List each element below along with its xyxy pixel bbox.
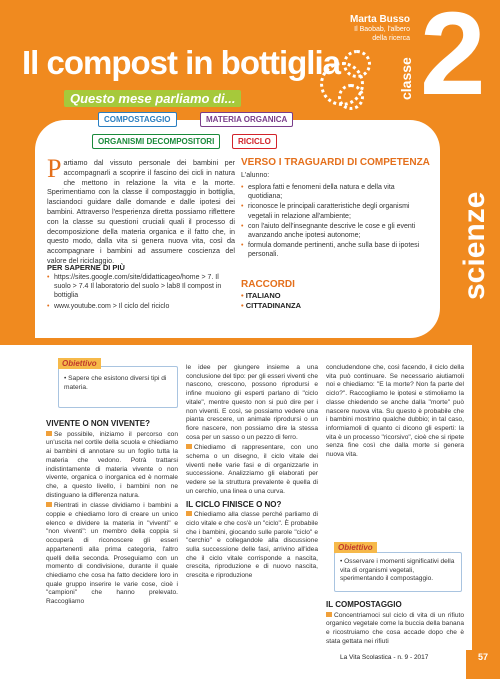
column-3	[326, 364, 464, 462]
paragraph: Chiediamo alla classe perché parliamo di ciclo vitale e che cos'è un "ciclo". È probabile che i bambini, giocando sulle parole "ciclo" e "cerchio" e collegandole alla discussione sulla successione delle fasi, arrivino all'idea che il ciclo vitale corrisponde a nascita, crescita, riproduzione e di nuovo nascita, crescita e riproduzione	[186, 511, 318, 580]
section-heading: VIVENTE O NON VIVENTE?	[46, 419, 151, 428]
objective-label: Obiettivo	[58, 358, 101, 369]
topics-heading: Questo mese parliamo di...	[64, 90, 241, 107]
alunno-label: L'alunno:	[241, 172, 270, 179]
link-item[interactable]: • https://sites.google.com/site/didatticageo/home > 7. Il suolo > 7.4 Il laboratorio del suolo > lab8 Il compost in bottiglia	[47, 273, 237, 301]
column-3-bottom	[326, 597, 464, 649]
paragraph: Concentriamoci sul ciclo di vita di un rifiuto organico vegetale come la buccia della banana e ricostruiamo che cosa accade dopo che è stata gettata nei rifiuti	[326, 611, 464, 645]
subject-label: scienze	[458, 191, 491, 300]
raccordi-list	[241, 291, 301, 311]
author-credit	[320, 14, 410, 43]
tag-compostaggio: COMPOSTAGGIO	[98, 112, 177, 127]
page-title: Il compost in bottiglia	[22, 44, 340, 81]
list-item: • ITALIANO	[241, 291, 301, 301]
column-2	[186, 364, 318, 583]
gear-icon	[338, 84, 364, 110]
list-item: • riconosce le principali caratteristiche degli organismi vegetali in relazione all'ambiente;	[241, 202, 426, 220]
author-name: Marta Busso	[349, 14, 410, 25]
paragraph: Chiediamo di rappresentare, con uno schema o un disegno, il ciclo vitale dei viventi nelle varie fasi e di organizzarle in successione. Analizziamo gli elaborati per vedere se la struttura prevalente è quella di un cerchio, una linea o una curva.	[186, 444, 318, 495]
side-stripe	[472, 345, 500, 650]
list-item: • con l'aiuto dell'insegnante descrive le cose e gli eventi avanzando anche ipotesi autonome;	[241, 222, 426, 240]
tag-materia-organica: MATERIA ORGANICA	[200, 112, 293, 127]
traguardi-list	[241, 183, 426, 261]
links-list	[47, 273, 237, 312]
objective-text-value: Sapere che esistono diversi tipi di materia.	[64, 375, 167, 391]
grade-number: 2	[420, 0, 486, 120]
intro-paragraph	[47, 154, 235, 266]
link-item[interactable]: • www.youtube.com > Il ciclo del riciclo	[47, 302, 237, 311]
column-1	[46, 416, 178, 609]
section-heading: IL CICLO FINISCE O NO?	[186, 499, 282, 509]
page-number: 57	[466, 650, 500, 679]
paragraph: Se possibile, iniziamo il percorso con un'uscita nel cortile della scuola e chiediamo ai bambini di annotare su un foglio tutta la materia che vedono. Potrà trattarsi indistintamente di materia vivente o non vivente, organica o inorganica ed è normale che, a questo livello, i bambini non ne distinguano la differenza natura.	[46, 430, 178, 499]
grade-label: classe	[398, 57, 414, 100]
intro-text: artiamo dal vissuto personale dei bambini per accompagnarli a scoprire il fascino dei cicli in natura che mettono in relazione la vita e la morte. Sperimentiamo con la classe il compostaggio in bottiglia, lasciandoci guidare dalle domande e dalle ipotesi dei bambini. Attraverso l'esperienza diretta possiamo riflettere con la classe su questioni cruciali quali il processo di decomposizione della materia organica e il fatto che, in questo modo, dalla vita si genera nuova vita, così da accompagnare i bambini ad assumere coscienza del valore del riciclaggio.	[47, 158, 235, 265]
tag-riciclo: RICICLO	[232, 134, 277, 149]
list-item: • esplora fatti e fenomeni della natura e della vita quotidiana;	[241, 183, 426, 201]
drop-cap: P	[47, 154, 62, 183]
list-item: • CITTADINANZA	[241, 301, 301, 311]
objective-label: Obiettivo	[334, 542, 377, 553]
paragraph: le idee per giungere insieme a una conclusione del tipo: per gli esseri viventi che nascono, crescono, possono riprodursi e infine muoiono gli esperti parlano di "ciclo vitale", mentre questo non si può dire per i non viventi. E così, se possiamo vedere una pianta crescere, un animale riprodursi o un fiore nascere, non possiamo dire la stessa cosa per un sasso o un pezzo di ferro.	[186, 364, 318, 441]
section-heading: IL COMPOSTAGGIO	[326, 600, 402, 609]
raccordi-heading: RACCORDI	[241, 279, 295, 290]
objective-text: • Sapere che esistono diversi tipi di materia.	[64, 375, 167, 391]
list-item: • formula domande pertinenti, anche sulla base di ipotesi personali.	[241, 241, 426, 259]
tag-organismi-decompositori: ORGANISMI DECOMPOSITORI	[92, 134, 220, 149]
gear-icon	[343, 50, 371, 78]
author-school-line2: della ricerca	[372, 35, 410, 42]
paragraph: concludendone che, così facendo, il ciclo della vita può continuare. Se necessario aiutiamoli noi e chiediamo: "E la morte? Non fa parte del ciclo?". Raccogliamo le ipotesi e stimoliamo la classe chiedendo se anche dalla "morte" può nascere nuova vita. Su questo è probabile che i bambini mostrino qualche dubbio; in tal caso, informiamoli di quanto ci dicono gli esperti: la vita è un processo "ricorsivo", cioè che si ripete senza fine così che dalla morte si genera nuova vita.	[326, 364, 464, 459]
footer-magazine: La Vita Scolastica - n. 9 - 2017	[340, 654, 429, 661]
objective-text: • Osservare i momenti significativi della vita di organismi vegetali, sperimentando il compostaggio.	[340, 558, 455, 582]
paragraph: Rientrati in classe dividiamo i bambini a coppie e chiediamo loro di creare un unico elenco e dividere la materia in "viventi" e "non viventi": un membro della coppia si occuperà di riconoscere gli esseri appartenenti alla prima categoria, l'altro quelli della seconda. Proseguiamo con un momento di condivisione, durante il quale chiediamo che cosa ha fatto decidere loro in quale gruppo inserire le varie cose, cioè i "campioni" che hanno prelevato. Raccogliamo	[46, 502, 178, 606]
saperne-heading: PER SAPERNE DI PIÙ	[47, 263, 125, 272]
objective-text-value: Osservare i momenti significativi della vita di organismi vegetali, sperimentando il compostaggio.	[340, 558, 455, 582]
author-school-line1: Il Baobab, l'albero	[354, 26, 410, 33]
traguardi-heading: VERSO I TRAGUARDI DI COMPETENZA	[241, 157, 430, 168]
